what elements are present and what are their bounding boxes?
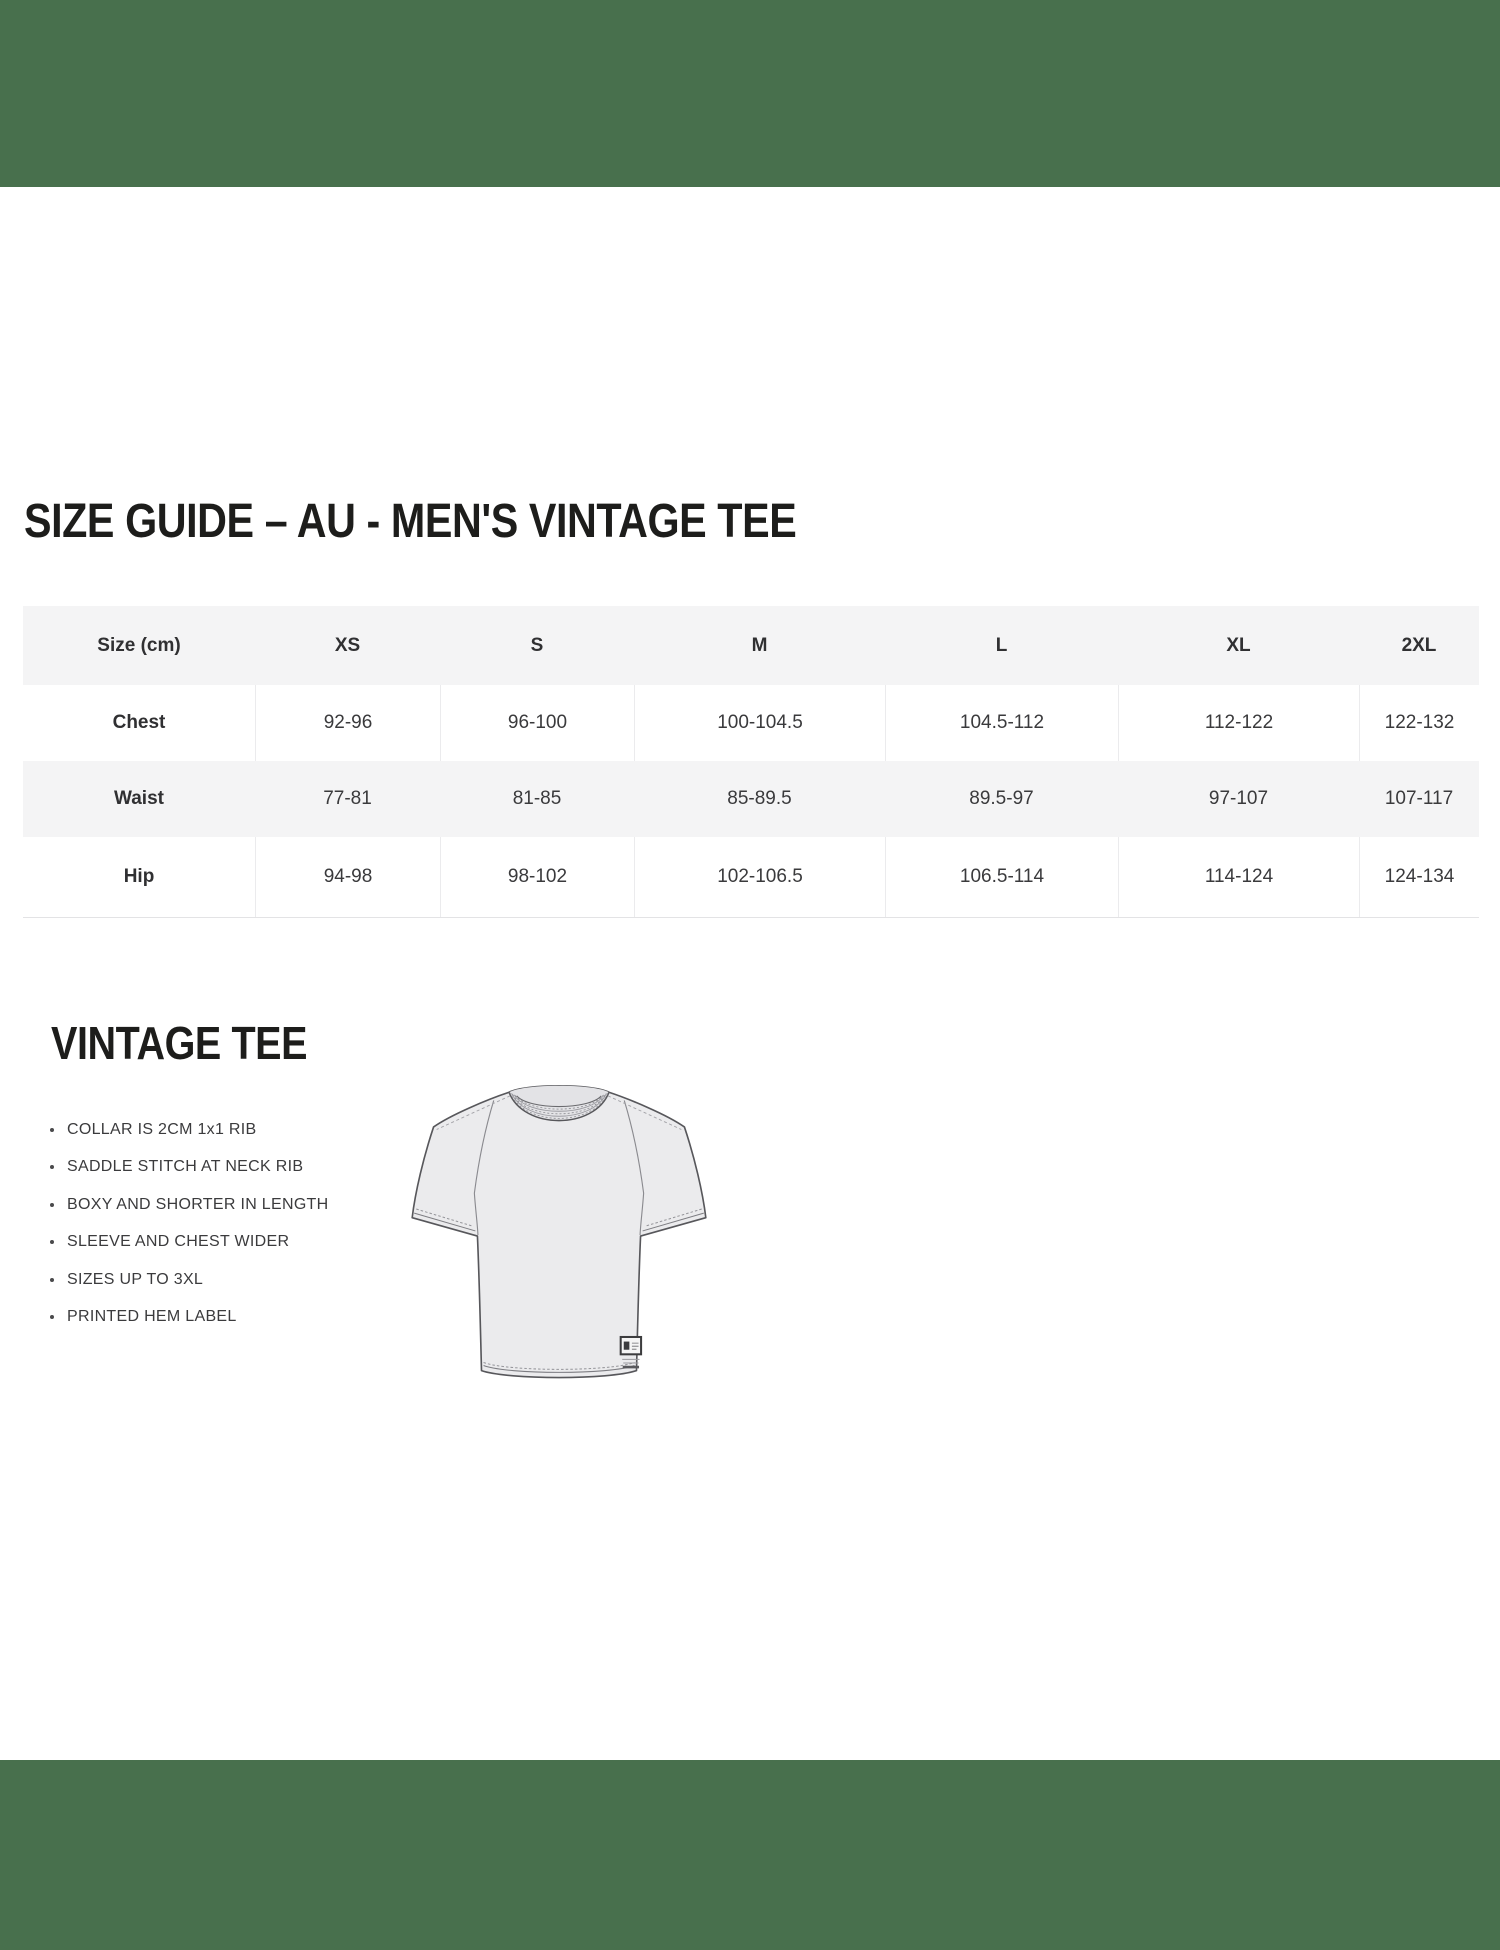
tee-hem-label [621, 1337, 641, 1367]
size-col-header-l: L [995, 634, 1008, 656]
feature-item-5 [50, 1271, 329, 1288]
feature-text: PRINTED HEM LABEL [67, 1308, 237, 1325]
feature-text: BOXY AND SHORTER IN LENGTH [67, 1195, 329, 1213]
measurement-cell: 97-107 [1208, 788, 1269, 809]
measurement-cell: 81-85 [512, 788, 562, 809]
measurement-cell: 112-122 [1118, 685, 1359, 761]
measurement-cell: 104.5-112 [885, 685, 1118, 761]
row-label-waist: Waist [114, 788, 164, 809]
size-table-header-row [23, 606, 1479, 685]
feature-item-3 [50, 1196, 329, 1213]
tee-illustration [406, 1078, 712, 1390]
measurement-cell: 94-98 [255, 837, 440, 917]
feature-item-4 [50, 1234, 329, 1251]
measurement-cell: 122-132 [1359, 685, 1479, 761]
size-col-header-2xl: 2XL [1401, 634, 1437, 656]
feature-item-2 [50, 1159, 329, 1176]
measurement-cell: 114-124 [1118, 837, 1359, 917]
measurement-cell: 85-89.5 [727, 788, 792, 809]
product-heading [51, 1016, 349, 1070]
size-col-header-xl: XL [1226, 634, 1251, 656]
measurement-cell: 106.5-114 [885, 837, 1118, 917]
bullet-dot [50, 1315, 54, 1319]
feature-text: SLEEVE AND CHEST WIDER [67, 1233, 290, 1250]
table-row-chest [23, 685, 1479, 761]
feature-list [50, 1121, 329, 1346]
bullet-dot [50, 1278, 54, 1282]
bottom-banner [0, 1760, 1500, 1950]
measurement-cell: 102-106.5 [634, 837, 885, 917]
measurement-cell: 98-102 [440, 837, 634, 917]
measurement-cell: 89.5-97 [969, 788, 1034, 809]
measurement-cell: 107-117 [1384, 788, 1454, 809]
page-title [24, 494, 922, 549]
product-heading-text: VINTAGE TEE [51, 1017, 308, 1069]
measurement-cell: 77-81 [323, 788, 372, 809]
measurement-cell: 96-100 [440, 685, 634, 761]
size-col-header-xs: XS [334, 634, 361, 656]
feature-item-6 [50, 1309, 329, 1326]
feature-text: SIZES UP TO 3XL [67, 1270, 204, 1288]
row-label-chest: Chest [112, 712, 166, 733]
table-row-waist [23, 761, 1479, 837]
measurement-cell: 92-96 [255, 685, 440, 761]
bullet-dot [50, 1128, 54, 1132]
bullet-dot [50, 1165, 54, 1169]
size-col-header-s: S [530, 634, 544, 656]
tee-body [412, 1086, 706, 1378]
bullet-dot [50, 1240, 54, 1244]
page-title-text: SIZE GUIDE – AU - MEN'S VINTAGE TEE [24, 495, 797, 548]
size-table [23, 606, 1479, 918]
feature-item-1 [50, 1121, 329, 1138]
top-banner [0, 0, 1500, 187]
measurement-cell: 124-134 [1359, 837, 1479, 917]
row-label-hip: Hip [123, 866, 155, 887]
measurement-cell: 100-104.5 [634, 685, 885, 761]
size-col-header-m: M [751, 634, 768, 656]
table-row-hip [23, 837, 1479, 917]
feature-text: SADDLE STITCH AT NECK RIB [67, 1158, 304, 1175]
size-unit-header: Size (cm) [97, 634, 181, 656]
bullet-dot [50, 1203, 54, 1207]
feature-text: COLLAR IS 2CM 1x1 RIB [67, 1120, 257, 1138]
